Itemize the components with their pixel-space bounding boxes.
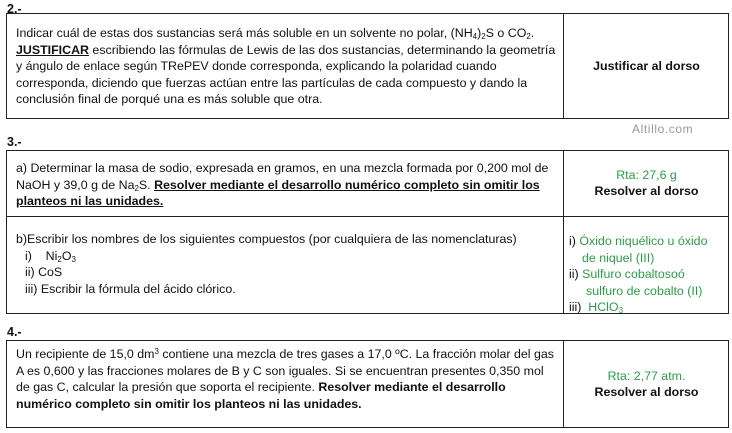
q2-justificar: JUSTIFICAR [16,42,89,57]
q3b-i-label: i) [25,248,32,263]
q4-text1: Un recipiente de 15,0 dm [16,347,155,361]
question-3-number: 3.- [7,135,22,149]
q3b-ans-iii-text: HClO [588,300,619,314]
q3b-ans-ii-text: Sulfuro cobaltosoó [582,267,685,281]
question-2-text [16,25,561,108]
q4-rta: Rta: 2,77 atm. [607,368,686,383]
q2-s-o: S o [485,26,505,40]
q3b-i-o: O [61,248,72,263]
q2-justificar-dorso: Justificar al dorso [593,58,700,73]
q3b-ans-iii-label: iii) [569,300,582,314]
q4-resolver: Resolver al dorso [594,385,699,399]
q3a-sub: 2 [134,183,139,193]
q3a-resolver: Resolver al dorso [594,184,699,198]
q3b-ans-iii-sub: 3 [618,306,624,315]
question-3a-right [564,150,729,216]
question-2-number: 2.- [7,2,22,16]
q3b-ans-ii [569,266,729,283]
q3a-text2: S. [138,177,155,192]
q3a-bold: Resolver mediante el desarrollo numérico completo sin omitir los planteos ni las unidades. [16,177,540,208]
q3b-ans-i [569,233,729,250]
q3b-ans-i-text: Óxido niquélico u óxido [579,234,708,248]
question-2-right [564,13,729,119]
question-3b-answers [569,233,729,316]
q2-co: CO [507,26,527,40]
question-3b-text [16,231,561,297]
q3a-rta: Rta: 27,6 g [616,167,677,182]
q2-dot: . [530,26,535,40]
q3a-text1: a) Determinar la masa de sodio, expresada en gramos, en una mezcla formada por 0,200 mol de NaOH y 39,0 g de Na [16,161,549,192]
q3b-intro: b)Escribir los nombres de los siguientes compuestos (por cualquiera de las nomenclaturas) [16,232,517,246]
watermark: Altillo.com [632,122,694,136]
q4-text2: contiene una mezcla de tres gases a 17,0 ºC. La fracción molar del gas A es 0,600 y las fracciones molares de B y C son iguales. Si se encuentran presentes 0,350 mol de gas C, calcular la presión que soporta el recipiente. [16,347,554,394]
q3b-i-ni: Ni [45,248,58,263]
q2-co-sub: 2 [526,32,531,41]
q3b-item-iii: iii) Escribir la fórmula del ácido clórico. [25,281,236,296]
q3b-item-i [16,248,561,265]
q3b-ans-ii-cont: sulfuro de cobalto (II) [586,283,703,298]
q3b-i-sub2: 3 [71,254,76,264]
q2-text-rest: escribiendo las fórmulas de Lewis de las dos sustancias, determinando la geometría y ángulo de enlace según TRePEV donde corresponda, explicando la polaridad cuando corresponda, diciendo que fuerzas actúan entre las partículas de cada compuesto y dando la conclusión final de porqué una es más soluble que otra. [16,42,556,106]
q4-bold: Resolver mediante el desarrollo numérico completo sin omitir los planteos ni las unidades. [16,380,506,411]
q3b-item-ii: ii) CoS [25,265,63,279]
q3b-i-sub1: 2 [57,254,62,264]
q4-sup: 3 [154,347,159,356]
q2-intro: Indicar cuál de estas dos sustancias será más soluble en un solvente no polar, (NH [16,26,473,40]
q3b-ans-i-label: i) [569,234,576,248]
q3b-ans-iii [569,299,729,316]
q2-after-nh4: ) [477,26,482,40]
q3b-ans-i-cont: de niquel (III) [582,250,655,265]
question-4-number: 4.- [7,325,22,339]
question-4-text [16,346,559,412]
question-4-right [564,340,729,428]
question-3-row-divider [6,216,729,217]
q2-nh4-sub: 4 [472,32,478,41]
q2-nh4-2-sub: 2 [481,32,486,41]
q3b-ans-ii-label: ii) [569,267,579,281]
question-3a-text [16,160,556,210]
